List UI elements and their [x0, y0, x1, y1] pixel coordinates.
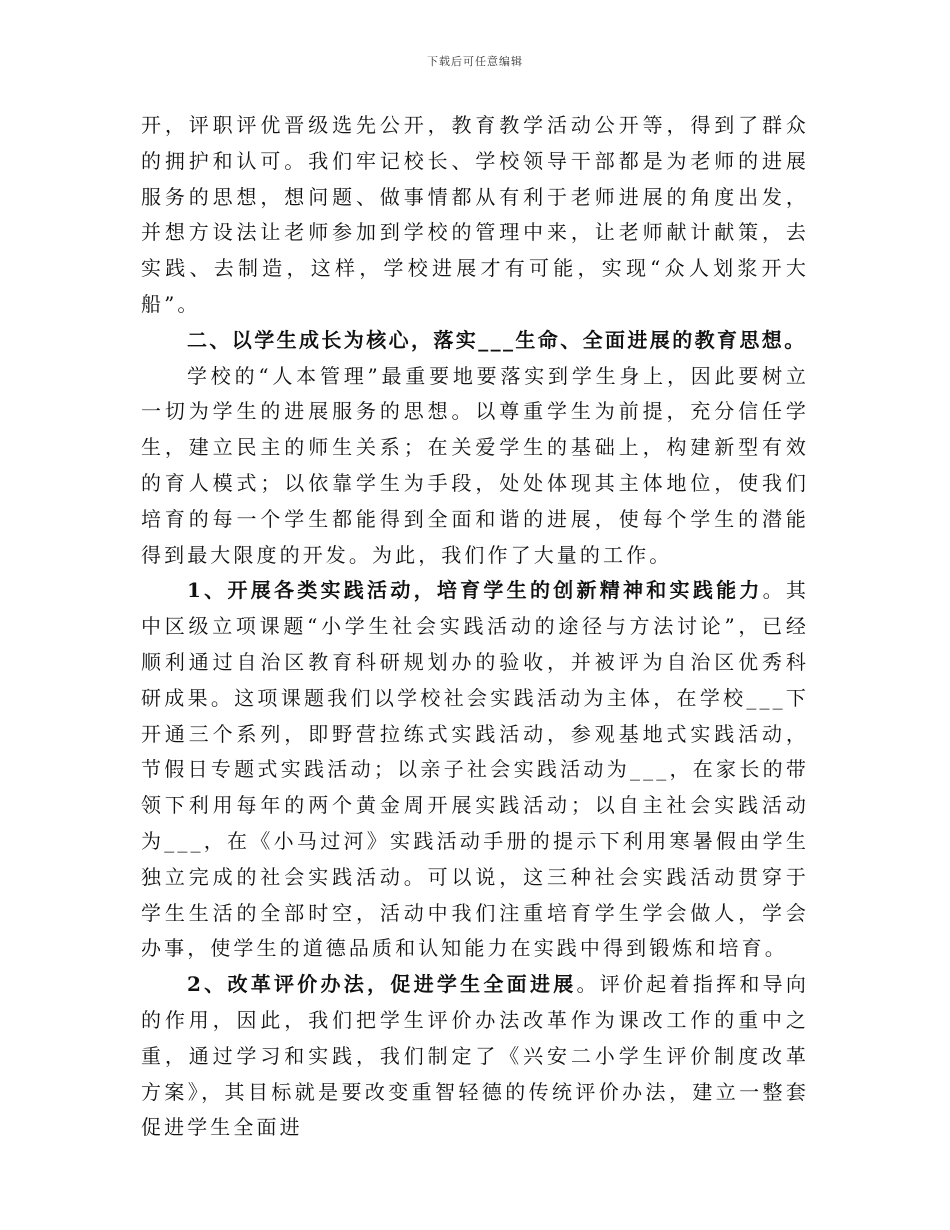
paragraph-student-centered: 学校的“人本管理”最重要地要落实到学生身上，因此要树立一切为学生的进展服务的思想。以尊重学生为前提，充分信任学生，建立民主的师生关系；在关爱学生的基础上，构建新型有效的育人模式；以依靠学生为手段，处处体现其主体地位，使我们培育的每一个学生都能得到全面和谐的进展，使每个学生的潜能得到最大限度的开发。为此，我们作了大量的工作。: [141, 363, 809, 567]
header-note: 下载后可任意编辑: [427, 55, 523, 68]
paragraph-evaluation-reform-lead: 2、改革评价办法，促进学生全面进展: [187, 972, 577, 997]
paragraph-continuation: 开，评职评优晋级选先公开，教育教学活动公开等，得到了群众的拥护和认可。我们牢记校长、学校领导干部都是为老师的进展服务的思想，想问题、做事情都从有利于老师进展的角度出发，并想方设法让老师参加到学校的管理中来，让老师献计献策，去实践、去制造，这样，学校进展才有可能，实现“众人划浆开大船”。: [141, 113, 809, 316]
document-body: [141, 108, 809, 1146]
paragraph-evaluation-reform-body: 。评价起着指挥和导向的作用，因此，我们把学生评价办法改革作为课改工作的重中之重，通过学习和实践，我们制定了《兴安二小学生评价制度改革方案》，其目标就是要改变重智轻德的传统评价办法，建立一整套促进学生全面进: [141, 972, 809, 1140]
paragraph-practice-activities-lead: 1、开展各类实践活动，培育学生的创新精神和实践能力: [187, 578, 763, 603]
section-heading-2: 二、以学生成长为核心，落实___生命、全面进展的教育思想。: [187, 327, 807, 352]
paragraph-evaluation-reform: [141, 967, 809, 1146]
paragraph-practice-activities-body: 。其中区级立项课题“小学生社会实践活动的途径与方法讨论”，已经顺利通过自治区教育科研规划办的验收，并被评为自治区优秀科研成果。这项课题我们以学校社会实践活动为主体，在学校___下开通三个系列，即野营拉练式实践活动，参观基地式实践活动，节假日专题式实践活动；以亲子社会实践活动为___，在家长的带领下利用每年的两个黄金周开展实践活动；以自主社会实践活动为___，在《小马过河》实践活动手册的提示下利用寒暑假由学生独立完成的社会实践活动。可以说，这三种社会实践活动贯穿于学生生活的全部时空，活动中我们注重培育学生学会做人，学会办事，使学生的道德品质和认知能力在实践中得到锻炼和培育。: [141, 578, 809, 961]
paragraph-practice-activities: [141, 573, 809, 967]
